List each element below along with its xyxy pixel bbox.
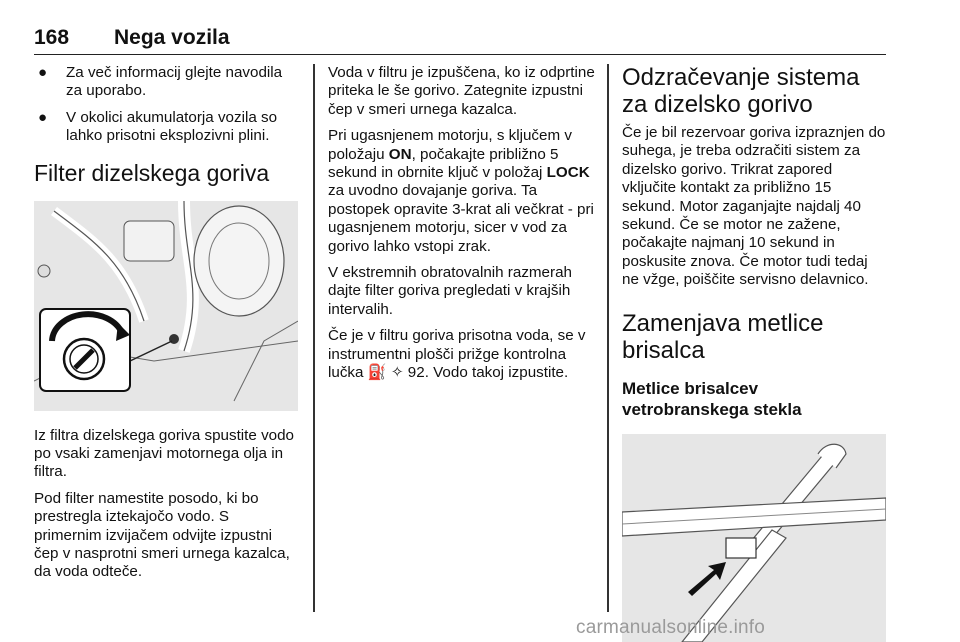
column-3	[622, 64, 888, 642]
column-divider	[313, 64, 315, 612]
bullet-icon: ●	[38, 108, 48, 126]
page-header	[34, 20, 886, 55]
column-2	[328, 64, 596, 391]
column-divider	[607, 64, 609, 612]
paragraph: Če je bil rezervoar goriva izpraznjen do suhega, je treba odzračiti sistem za dizelsko gorivo. Trikrat zapored vključite kontakt za približno 15 sekund. Motor zaganjajte najdalj 40 sekund. Če se motor ne zažene, počakajte najmanj 10 sekund in poskusite znova. Če motor tudi tedaj ne vžge, poiščite servisno delavnico.	[622, 124, 886, 289]
paragraph: V ekstremnih obratovalnih razmerah dajte filter goriva pregledati v krajših intervalih.	[328, 264, 572, 318]
key-position-lock: LOCK	[546, 164, 590, 182]
key-position-on: ON	[388, 145, 412, 163]
page-reference-icon: ✧	[390, 364, 404, 382]
subheading-windscreen-wipers: Metlice brisalcev vetrobranskega stekla	[622, 378, 802, 419]
section-heading-fuel-filter: Filter dizelskega goriva	[34, 159, 270, 186]
section-heading-bleeding: Odzračevanje sistema za dizelsko gorivo	[622, 64, 860, 118]
paragraph: Voda v filtru je izpuščena, ko iz odprtine priteka le še gorivo. Zategnite izpustni čep v smeri urnega kazalca.	[328, 64, 595, 118]
watermark: carmanualsonline.info	[576, 617, 766, 638]
wiper-blade-illustration	[622, 434, 886, 642]
list-item: ● V okolici akumulatorja vozila so lahko prisotni eksplozivni plini.	[38, 108, 278, 145]
list-item: ● Za več informacij glejte navodila za uporabo.	[38, 64, 283, 100]
water-in-fuel-warning-icon: ⛽	[367, 364, 387, 382]
paragraph: Pri ugasnjenem motorju, s ključem v položaju ON, počakajte približno 5 sekund in obrnite ključ v položaj LOCK za uvodno dovajanje goriva. Ta postopek opravite 3-krat ali večkrat - pri ugasnjenem motorju, sicer v vod za gorivo lahko vstopi zrak.	[328, 127, 594, 255]
bullet-icon: ●	[38, 64, 48, 81]
paragraph: Če je v filtru goriva prisotna voda, se v instrumentni plošči prižge kontrolna lučka ⛽ ✧ 92. Vodo takoj izpustite.	[328, 327, 586, 382]
section-heading-wiper: Zamenjava metlice brisalca	[622, 309, 824, 364]
paragraph: Pod filter namestite posodo, ki bo prestregla iztekajočo vodo. S primernim izvijačem odvijte izpustni čep v nasprotni smeri urnega kazalca, da voda odteče.	[34, 489, 290, 581]
page-number: 168	[34, 26, 70, 49]
paragraph: Iz filtra dizelskega goriva spustite vodo po vsaki zamenjavi motornega olja in filtra.	[34, 426, 295, 481]
bullet-list	[34, 64, 300, 146]
fuel-filter-illustration	[34, 201, 298, 411]
chapter-title: Nega vozila	[114, 26, 230, 49]
column-1	[34, 64, 300, 590]
